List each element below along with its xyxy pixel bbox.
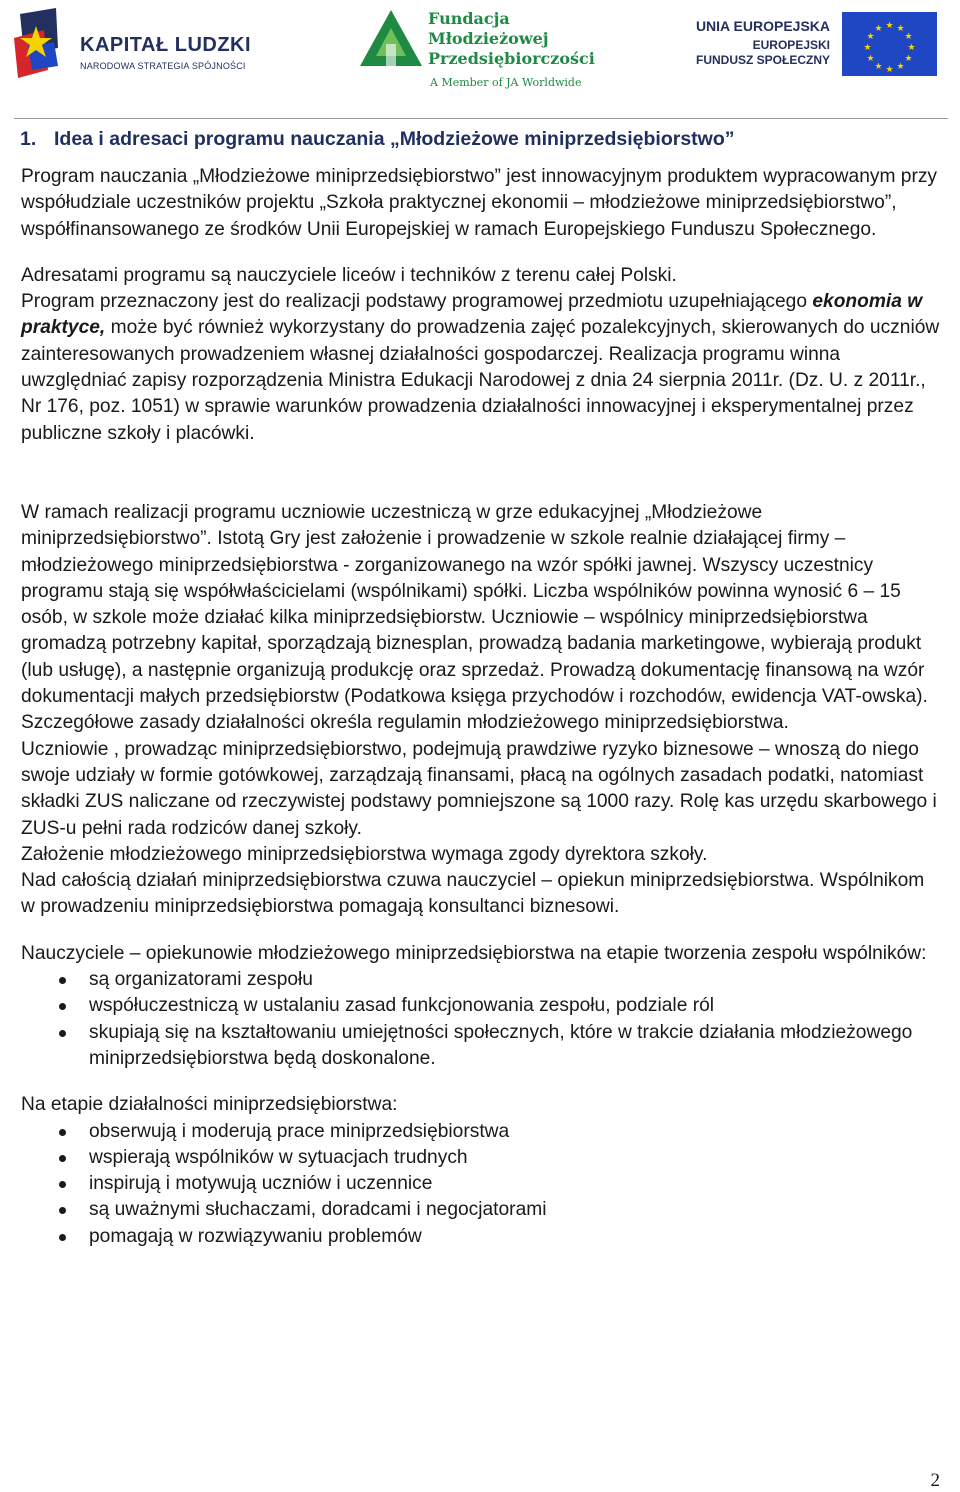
paragraph-consent: Założenie młodzieżowego miniprzedsiębiorstwa wymaga zgody dyrektora szkoły. xyxy=(21,843,708,865)
section-title: Idea i adresaci programu nauczania „Młodzieżowe miniprzedsiębiorstwo” xyxy=(54,128,735,150)
list-item: obserwują i moderują prace miniprzedsiębiorstwa xyxy=(21,1119,943,1145)
fundacja-line-3: Przedsiębiorczości xyxy=(428,49,595,68)
paragraph-audience: Adresatami programu są nauczyciele liceów i techników z terenu całej Polski. xyxy=(21,264,677,286)
list-item: pomagają w rozwiązywaniu problemów xyxy=(21,1224,943,1250)
svg-text:★: ★ xyxy=(866,32,875,42)
purpose-text-after: może być również wykorzystany do prowadzenia zajęć pozalekcyjnych, skierowanych do uczniów zainteresowanych prowadzeniem własnej działalności gospodarczej. Realizacja programu winna uwzględniać zapisy rozporządzenia Ministra Edukacji Narodowej z dnia 24 sierpnia 2011r. (Dz. U. z 2011r., Nr 176, poz. 1051) w sprawie warunków prowadzenia działalności innowacyjnej i eksperymentalnej przez publiczne szkoły i placówki. xyxy=(21,317,940,444)
kapital-ludzki-logo xyxy=(14,8,264,88)
svg-text:★: ★ xyxy=(896,24,905,34)
section-number: 1. xyxy=(20,128,37,150)
fundacja-pyramid-icon xyxy=(356,6,426,76)
svg-text:★: ★ xyxy=(896,62,905,72)
paragraph-intro: Program nauczania „Młodzieżowe miniprzedsiębiorstwo” jest innowacyjnym produktem wypracowanym przy współudziale uczestników projektu „Szkoła praktycznej ekonomii – młodzieżowe miniprzedsiębiorstwo”, współfinansowanego ze środków Unii Europejskiej w ramach Europejskiego Funduszu Społecznego. xyxy=(21,166,938,240)
bullet-icon xyxy=(59,1181,66,1188)
eu-line-1: UNIA EUROPEJSKA xyxy=(695,18,830,34)
paragraph-supervision: Nad całością działań miniprzedsiębiorstwa czuwa nauczyciel – opiekun miniprzedsiębiorstwa. Wspólnikom w prowadzeniu miniprzedsiębiorstwa pomagają konsultanci biznesowi. xyxy=(21,870,925,918)
list-item: współuczestniczą w ustalaniu zasad funkcjonowania zespołu, podziale ról xyxy=(21,993,943,1019)
page-header xyxy=(0,0,960,100)
svg-text:★: ★ xyxy=(907,43,916,53)
kapital-ludzki-subtitle: NARODOWA STRATEGIA SPÓJNOŚCI xyxy=(80,61,246,71)
svg-text:★: ★ xyxy=(866,54,875,64)
fundacja-logo xyxy=(356,6,596,96)
list-item: wspierają wspólników w sytuacjach trudnych xyxy=(21,1145,943,1171)
bullet-icon xyxy=(59,1129,66,1136)
eu-flag-icon xyxy=(842,12,937,76)
bullet-icon xyxy=(59,1155,66,1162)
svg-text:★: ★ xyxy=(904,32,913,42)
bullet-icon xyxy=(59,1234,66,1241)
svg-text:★: ★ xyxy=(874,24,883,34)
paragraph-operation-stage: Na etapie działalności miniprzedsiębiorstwa: xyxy=(21,1094,398,1116)
bullet-icon xyxy=(59,1030,66,1037)
list-creation-stage xyxy=(21,967,943,1072)
list-item: inspirują i motywują uczniów i uczennice xyxy=(21,1171,943,1197)
document-body xyxy=(21,126,943,1250)
bullet-icon xyxy=(59,1003,66,1010)
paragraph-rules: Szczegółowe zasady działalności określa regulamin młodzieżowego miniprzedsiębiorstwa. xyxy=(21,712,789,734)
paragraph-risk: Uczniowie , prowadząc miniprzedsiębiorstwo, podejmują prawdziwe ryzyko biznesowe – wnoszą do niego swoje udziały w formie gotówkowej, zarządzają finansami, płacą na ogólnych zasadach podatki, natomiast składki ZUS naliczane od rzeczywistej podstawy pomniejszone są 1000 razy. Rolę kas urzędu skarbowego i ZUS-u pełni rada rodziców danej szkoły. xyxy=(21,738,937,839)
kapital-ludzki-title: KAPITAŁ LUDZKI xyxy=(80,34,252,56)
svg-text:★: ★ xyxy=(863,43,872,53)
svg-text:★: ★ xyxy=(885,21,894,31)
page-number: 2 xyxy=(930,1470,940,1491)
bullet-icon xyxy=(59,977,66,984)
eu-line-3: FUNDUSZ SPOŁECZNY xyxy=(695,53,830,67)
eu-line-2: EUROPEJSKI xyxy=(752,38,830,52)
svg-text:★: ★ xyxy=(874,62,883,72)
paragraph-teachers-creation: Nauczyciele – opiekunowie młodzieżowego miniprzedsiębiorstwa na etapie tworzenia zespołu wspólników: xyxy=(21,942,927,964)
purpose-emphasis: ekonomia w praktyce, xyxy=(21,291,923,339)
section-heading xyxy=(20,126,943,152)
list-item: są uważnymi słuchaczami, doradcami i negocjatorami xyxy=(21,1197,943,1223)
paragraph-purpose xyxy=(21,289,943,447)
fundacja-line-2: Młodzieżowej xyxy=(428,29,549,48)
list-item: są organizatorami zespołu xyxy=(21,967,943,993)
purpose-text-before: Program przeznaczony jest do realizacji podstawy programowej przedmiotu uzupełniającego xyxy=(21,291,813,313)
eu-logo xyxy=(695,12,940,82)
svg-text:★: ★ xyxy=(904,54,913,64)
kapital-ludzki-emblem-icon xyxy=(14,8,74,88)
fundacja-line-1: Fundacja xyxy=(428,9,510,28)
list-item: skupiają się na kształtowaniu umiejętności społecznych, które w trakcie działania młodzieżowego miniprzedsiębiorstwa będą doskonalone. xyxy=(21,1020,943,1073)
list-operation-stage xyxy=(21,1119,943,1250)
header-rule xyxy=(14,118,948,119)
svg-text:★: ★ xyxy=(885,65,894,75)
bullet-icon xyxy=(59,1207,66,1214)
fundacja-tagline: A Member of JA Worldwide xyxy=(430,76,582,89)
paragraph-game: W ramach realizacji programu uczniowie uczestniczą w grze edukacyjnej „Młodzieżowe miniprzedsiębiorstwo”. Istotą Gry jest założenie i prowadzenie w szkole realnie działającej firmy – młodzieżowego miniprzedsiębiorstwa - zorganizowanego na wzór spółki jawnej. Wszyscy uczestnicy programu stają się współwłaścicielami (wspólnikami) spółki. Liczba wspólników powinna wynosić 6 – 15 osób, w szkole może działać kilka miniprzedsiębiorstw. Uczniowie – wspólnicy miniprzedsiębiorstwa gromadzą potrzebny kapitał, sporządzają biznesplan, prowadzą badania marketingowe, wybierają produkt (lub usługę), a następnie organizują produkcję oraz sprzedaż. Prowadzą dokumentację finansową na wzór dokumentacji małych przedsiębiorstw (Podatkowa księga przychodów i rozchodów, ewidencja VAT-owska). xyxy=(21,501,928,708)
